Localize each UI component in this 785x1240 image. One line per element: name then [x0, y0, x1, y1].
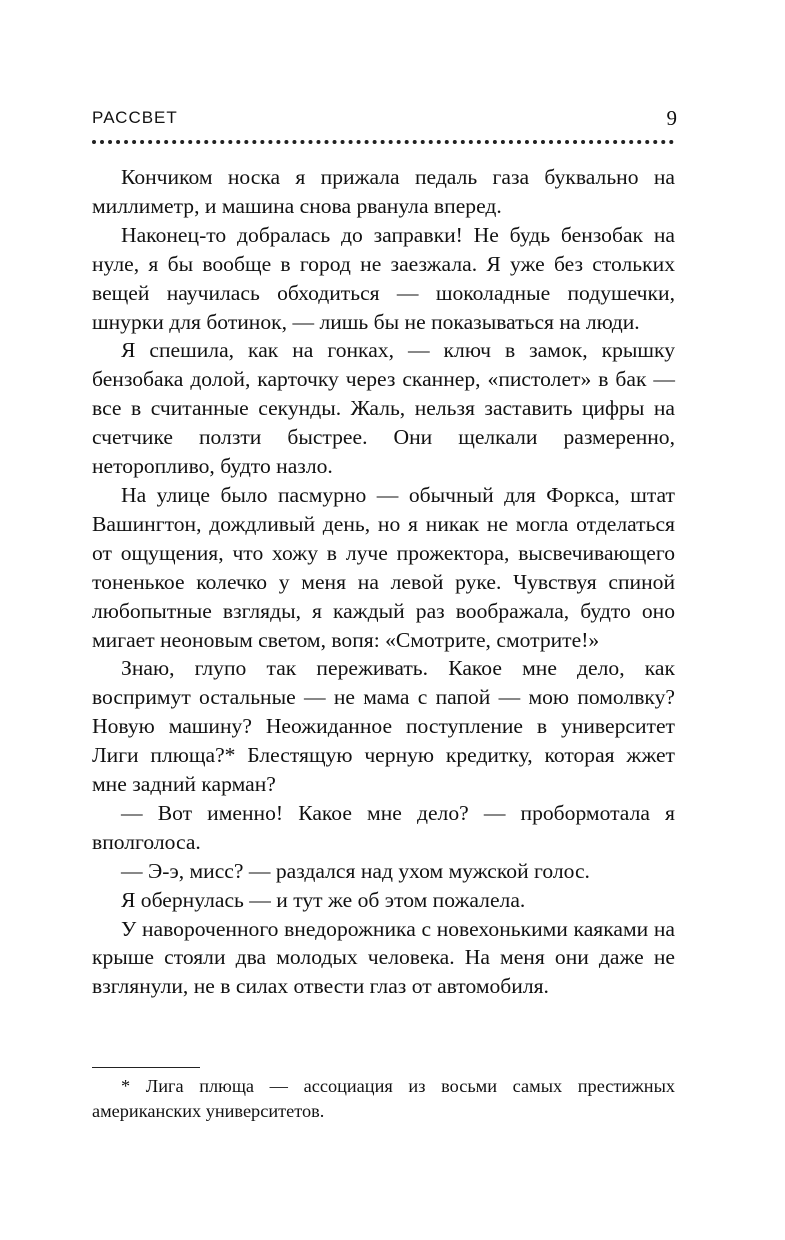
paragraph: Я обернулась — и тут же об этом пожалела.	[121, 887, 526, 912]
body-text	[92, 163, 675, 1001]
paragraph: — Э-э, мисс? — раздался над ухом мужской голос.	[121, 858, 590, 883]
paragraph: У навороченного внедорожника с новехонькими каяками на крыше стояли два молодых человека. На меня они даже не взглянули, не в силах отвести глаз от автомобиля.	[92, 916, 675, 999]
running-head	[92, 106, 677, 136]
paragraph: Наконец-то добралась до заправки! Не будь бензобак на нуле, я бы вообще в город не заезжала. Я уже без стольких вещей научилась обходиться — шоколадные подушечки, шнурки для ботинок, — лишь бы не показываться на люди.	[92, 222, 675, 334]
paragraph: Знаю, глупо так переживать. Какое мне дело, как воспримут остальные — не мама с папой — мою помолвку? Новую машину? Неожиданное поступление в университет Лиги плюща?* Блестящую черную кредитку, которая жжет мне задний карман?	[92, 656, 675, 797]
paragraph: На улице было пасмурно — обычный для Форкса, штат Вашингтон, дождливый день, но я никак не могла отделаться от ощущения, что хожу в луче прожектора, высвечивающего тоненькое колечко у меня на левой руке. Чувствуя спиной любопытные взгляды, я каждый раз воображала, будто оно мигает неоновым светом, вопя: «Смотрите, смотрите!»	[92, 482, 675, 652]
paragraph: Кончиком носка я прижала педаль газа буквально на миллиметр, и машина снова рванула вперед.	[92, 165, 675, 218]
running-title: РАССВЕТ	[92, 108, 178, 127]
paragraph: — Вот именно! Какое мне дело? — пробормотала я вполголоса.	[92, 800, 675, 854]
footnote-rule	[92, 1067, 200, 1068]
paragraph: Я спешила, как на гонках, — ключ в замок, крышку бензобака долой, карточку через сканнер, «пистолет» в бак — все в считанные секунды. Жаль, нельзя заставить цифры на счетчике ползти быстрее. Они щелкали размеренно, неторопливо, будто назло.	[92, 338, 675, 479]
header-dotted-rule	[92, 140, 674, 144]
page-number: 9	[666, 106, 677, 130]
footnote: * Лига плюща — ассоциация из восьми самых престижных американских университетов.	[92, 1076, 675, 1121]
